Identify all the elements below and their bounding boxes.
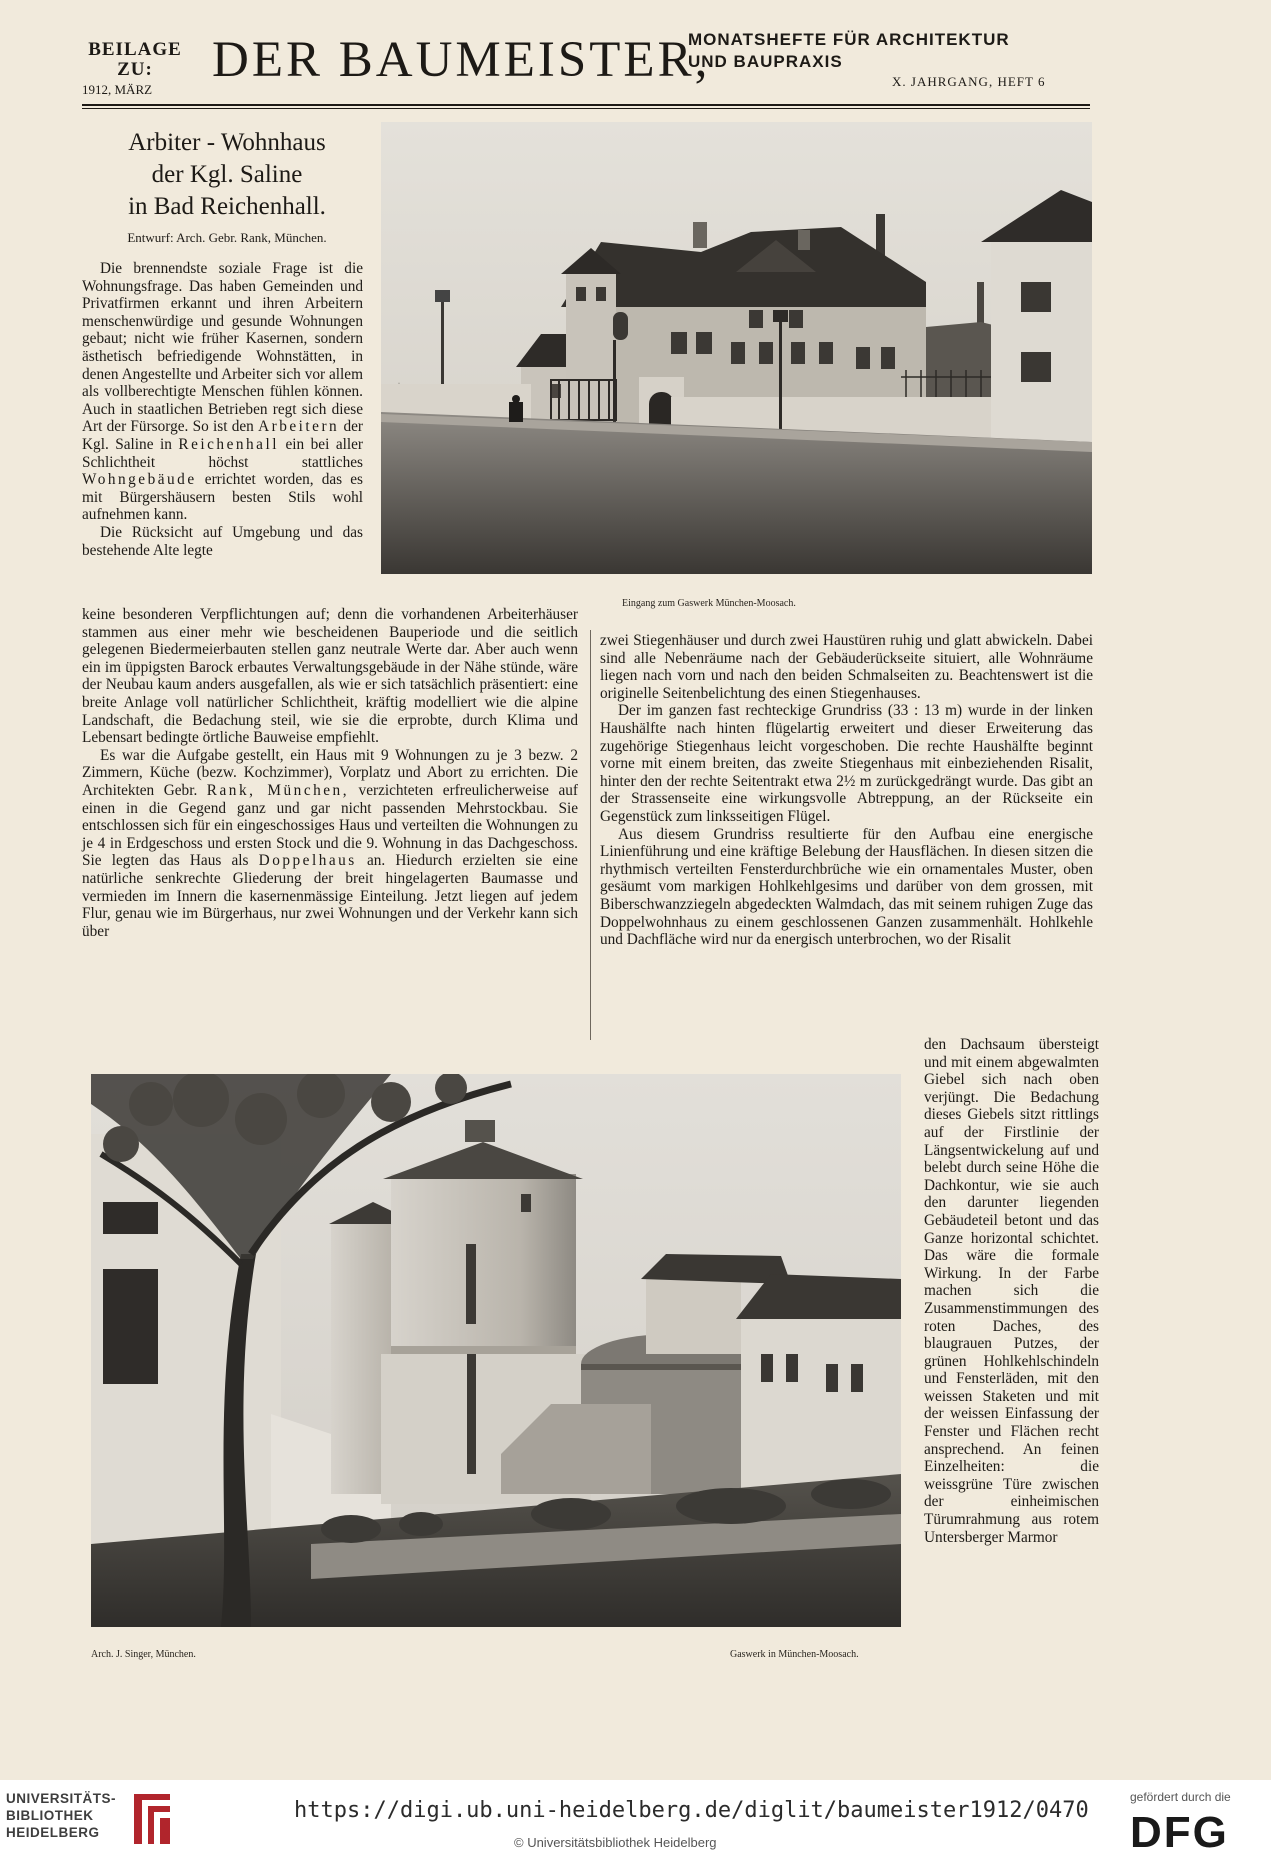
permalink-url[interactable]: https://digi.ub.uni-heidelberg.de/diglit/baumeister1912/0470	[294, 1798, 1089, 1823]
paragraph: zwei Stiegenhäuser und durch zwei Haustüren ruhig und glatt abwickeln. Dabei sind alle Nebenräume nach der Gebäuderückseite situiert, alle Wohnräume liegen nach vorn und nach den beiden Schmalseiten zu. Beachtenswert ist die originelle Seitenbelichtung des einen Stiegenhauses.	[600, 632, 1093, 702]
library-logo-icon	[128, 1790, 176, 1848]
issue-date: 1912, MÄRZ	[82, 82, 153, 97]
text-column-4	[924, 1036, 1099, 1546]
spaced-word: Arbeitern	[258, 418, 340, 436]
spaced-word: Rank, München,	[206, 781, 350, 799]
photo1-caption: Eingang zum Gaswerk München-Moosach.	[622, 598, 796, 609]
photo2-caption-architect: Arch. J. Singer, München.	[91, 1649, 196, 1660]
photo-gaswerk	[91, 1074, 901, 1627]
paragraph: Aus diesem Grundriss resultierte für den Aufbau eine energische Linienführung und eine kräftige Belebung der Hausflächen. In diesen sitzen die rhythmisch verteilten Fensterdurchbrüche wie ein ornamentales Muster, oben gesäumt vom markigen Hohlkehlgesims und darüber von dem grossen, mit Biberschwanzziegeln abgedeckten Walmdach, das mit seinem ruhigen Zuge das Doppelwohnhaus zu einem geschlossenen Ganzen zusammenhält. Hohlkehle und Dachfläche wird nur da energisch unterbrochen, wo der Risalit	[600, 825, 1093, 949]
journal-subtitle-line1: MONATSHEFTE FÜR ARCHITEKTUR	[688, 30, 1010, 49]
spaced-word: Wohngebäude	[82, 471, 197, 489]
paragraph: Der im ganzen fast rechteckige Grundriss (33 : 13 m) wurde in der linken Haushälfte nach hinten flügelartig erweitert und dieser Erweiterung das zugehörige Stiegenhaus leicht vorgeschoben. Die rechte Haushälfte beginnt vorne mit einem breiten, das zweite Stiegenhaus mit einbeziehenden Risalit, hinter den der rechte Seitentrakt etwa 2½ m zurückgedrängt wurde. Das gibt an der Strassenseite eine wirkungsvolle Abtreppung, an der Rückseite ein Gegenstück zum linksseitigen Flügel.	[600, 702, 1093, 825]
paragraph: Die brennendste soziale Frage ist die Wohnungsfrage. Das haben Gemeinden und Privatfirmen erkannt und ihren Arbeitern menschenwürdige und gesunde Wohnungen gebaut; nicht wie früher Kasernen, sondern ästhetisch befriedigende Wohnstätten, in denen Angestellte und Arbeiter sich vor allem als vollberechtigte Menschen fühlen können. Auch in staatlichen Betrieben regt sich diese Art der Fürsorge. So ist den Arbeitern der Kgl. Saline in Reichenhall ein bei aller Schlichtheit höchst stattliches Wohngebäude errichtet worden, das es mit Bürgershäusern besten Stils wohl aufnehmen kann.	[82, 260, 364, 524]
dfg-logo: DFG	[1130, 1808, 1229, 1857]
paragraph: den Dachsaum übersteigt und mit einem abgewalmten Giebel sich nach oben verjüngt. Die Bedachung dieses Giebels sitzt rittlings auf der Firstlinie der Längsentwickelung auf und belebt durch seine Höhe die Dachkontur, wie sie auch den darunter liegenden Gebäudeteil betont und das Ganze horizontal schichtet. Das wäre die formale Wirkung. In der Farbe machen sich die Zusammenstimmungen des roten Daches, des blaugrauen Putzes, der grünen Hohlkehlschindeln und Fensterläden, mit den weissen Staketen und mit der weissen Einfassung der Fenster und Flächen recht ansprechend. An feinen Einzelheiten: die weissgrüne Türe zwischen der einheimischen Türumrahmung aus rotem Untersberger Marmor	[924, 1036, 1099, 1546]
issue-number: X. JAHRGANG, HEFT 6	[892, 74, 1046, 89]
spaced-word: Reichenhall	[178, 435, 279, 453]
text-column-1	[82, 260, 363, 559]
journal-subtitle-line2: UND BAUPRAXIS	[688, 52, 843, 71]
article-byline: Entwurf: Arch. Gebr. Rank, München.	[127, 230, 327, 245]
paragraph: keine besonderen Verpflichtungen auf; denn die vorhandenen Arbeiterhäuser stammen aus einer mehr wie bescheidenen Bauperiode und die seitlich gelegenen Biedermeierbauten stellen ganz neutrale Werte dar. Aber auch wenn ein im üppigsten Barock erbautes Verwaltungsgebäude in der Nähe stünde, wäre der Neubau kaum anders ausgefallen, als wie er sich tatsächlich präsentiert: eine breite Anlage voll natürlicher Schlichtheit, kräftig modelliert wie die alpine Landschaft, die Bedachung steil, wie sie die erprobte, durch Klima und Lebensart bedingte örtliche Bauweise empfiehlt.	[82, 606, 578, 747]
beilage-line1: BEILAGE	[88, 39, 182, 60]
copyright-notice: © Universitätsbibliothek Heidelberg	[514, 1835, 717, 1850]
column-rule	[590, 630, 591, 1040]
text-column-2	[82, 606, 578, 940]
photo-arbeiter-wohnhaus	[381, 122, 1092, 574]
journal-title: DER BAUMEISTER,	[212, 32, 711, 88]
article-title-line3: in Bad Reichenhall.	[128, 193, 326, 220]
text-column-3	[600, 632, 1093, 949]
photo2-caption-title: Gaswerk in München-Moosach.	[730, 1649, 859, 1660]
article-title-line1: Arbiter - Wohnhaus	[128, 129, 326, 156]
paragraph: Es war die Aufgabe gestellt, ein Haus mit 9 Wohnungen zu je 3 bezw. 2 Zimmern, Küche (bezw. Kochzimmer), Vorplatz und Abort zu errichten. Die Architekten Gebr. Rank, München, verzichteten erfreulicherweise auf einen in die Gegend ganz und gar nicht passenden Mehrstockbau. Sie entschlossen sich für ein eingeschossiges Haus und verteilten die Wohnungen zu je 4 in Erdgeschoss und ersten Stock und die 9. Wohnung in das Dachgeschoss. Sie legten das Haus als Doppelhaus an. Hiedurch erzielten sie eine natürliche senkrechte Gliederung der breit hingelagerten Baumasse und vermieden im Innern die kasernenmässige Einteilung. Jetzt liegen auf jedem Flur, genau wie im Bürgerhaus, nur zwei Wohnungen und der Verkehr kann sich über	[82, 746, 578, 940]
beilage-line2: ZU:	[117, 59, 153, 80]
masthead-rule-thin	[82, 108, 1090, 109]
funding-note: gefördert durch die	[1130, 1790, 1231, 1804]
beilage-label	[82, 40, 188, 80]
article-title-line2: der Kgl. Saline	[151, 161, 303, 188]
library-name: UNIVERSITÄTS- BIBLIOTHEK HEIDELBERG	[6, 1791, 117, 1840]
paragraph: Die Rücksicht auf Umgebung und das bestehende Alte legte	[82, 523, 363, 559]
footer-bar	[0, 1780, 1271, 1869]
masthead-rule	[82, 104, 1090, 106]
spaced-word: Doppelhaus	[258, 852, 357, 870]
